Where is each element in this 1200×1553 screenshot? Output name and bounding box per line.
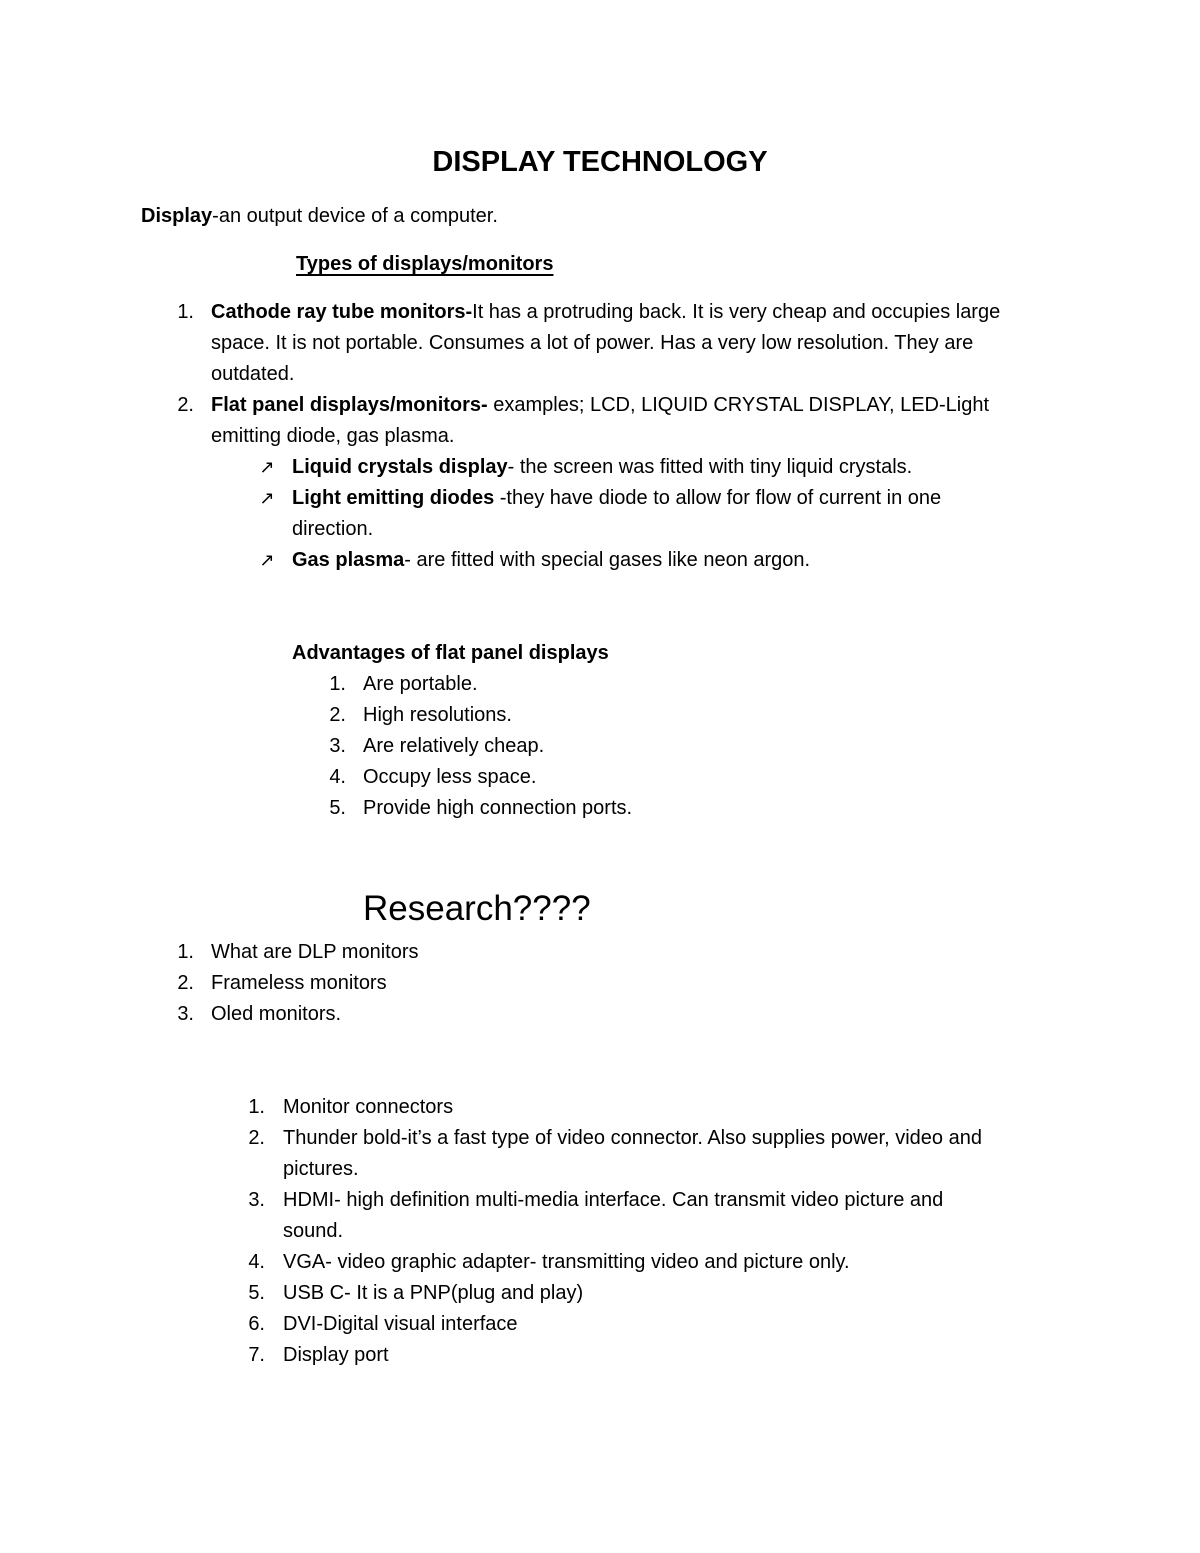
advantage-text: Provide high connection ports. <box>363 797 633 819</box>
list-number: 4. <box>248 1251 265 1273</box>
connector-text: Monitor connectors <box>283 1096 454 1118</box>
research-heading: Research???? <box>363 889 591 928</box>
advantage-text: Are relatively cheap. <box>363 735 545 757</box>
list-number: 1. <box>177 941 194 963</box>
type-item-line <box>211 394 989 417</box>
type-item-line <box>211 301 1000 324</box>
definition-text: -an output device of a computer. <box>212 205 498 227</box>
connector-item <box>237 1313 265 1336</box>
definition-line <box>141 205 498 228</box>
type-item-line: space. It is not portable. Consumes a lot of power. Has a very low resolution. They are <box>211 332 974 354</box>
connector-text: Display port <box>283 1344 389 1366</box>
bullet-text: - the screen was fitted with tiny liquid crystals. <box>507 456 913 478</box>
list-number: 1. <box>248 1096 265 1118</box>
type-term: Flat panel displays/monitors- <box>211 394 488 416</box>
advantage-item <box>318 766 346 789</box>
type-list-item <box>166 394 194 417</box>
list-number: 2. <box>177 972 194 994</box>
type-term: Cathode ray tube monitors- <box>211 301 473 323</box>
research-item <box>166 941 194 964</box>
list-number: 5. <box>248 1282 265 1304</box>
list-number: 3. <box>248 1189 265 1211</box>
connector-text: USB C- It is a PNP(plug and play) <box>283 1282 584 1304</box>
bullet-term: Gas plasma <box>292 549 405 571</box>
bullet-item <box>256 487 278 510</box>
connector-text: pictures. <box>283 1158 359 1180</box>
connector-text: VGA- video graphic adapter- transmitting video and picture only. <box>283 1251 850 1273</box>
bullet-text: -they have diode to allow for flow of current in one <box>494 487 942 509</box>
list-number: 4. <box>329 766 346 788</box>
list-number: 3. <box>177 1003 194 1025</box>
connector-text: sound. <box>283 1220 344 1242</box>
bullet-line: direction. <box>292 518 374 540</box>
advantage-item <box>318 797 346 820</box>
north-east-arrow-icon: ↗ <box>259 488 275 508</box>
bullet-line <box>292 456 912 479</box>
research-item <box>166 1003 194 1026</box>
connector-item <box>237 1189 265 1212</box>
bullet-item <box>256 549 278 572</box>
type-item-line: emitting diode, gas plasma. <box>211 425 455 447</box>
list-number: 7. <box>248 1344 265 1366</box>
connector-text: HDMI- high definition multi-media interface. Can transmit video picture and <box>283 1189 944 1211</box>
advantage-item <box>318 673 346 696</box>
north-east-arrow-icon: ↗ <box>259 457 275 477</box>
connector-text: DVI-Digital visual interface <box>283 1313 518 1335</box>
research-text: Frameless monitors <box>211 972 387 994</box>
research-item <box>166 972 194 995</box>
type-list-item <box>166 301 194 324</box>
connector-text: Thunder bold-it’s a fast type of video connector. Also supplies power, video and <box>283 1127 982 1149</box>
connector-item <box>237 1127 265 1150</box>
list-number: 2. <box>248 1127 265 1149</box>
page-title: DISPLAY TECHNOLOGY <box>432 146 768 178</box>
list-number: 1. <box>177 301 194 323</box>
list-number: 2. <box>177 394 194 416</box>
advantage-text: Are portable. <box>363 673 478 695</box>
advantage-text: High resolutions. <box>363 704 512 726</box>
bullet-item <box>256 456 278 479</box>
bullet-line <box>292 549 810 572</box>
connector-item <box>237 1344 265 1367</box>
north-east-arrow-icon: ↗ <box>259 550 275 570</box>
advantage-item <box>318 735 346 758</box>
definition-term: Display <box>141 205 213 227</box>
bullet-term: Light emitting diodes <box>292 487 495 509</box>
connector-item <box>237 1282 265 1305</box>
type-text: examples; LCD, LIQUID CRYSTAL DISPLAY, LED-Light <box>487 394 990 416</box>
bullet-text: - are fitted with special gases like neon argon. <box>404 549 811 571</box>
advantage-text: Occupy less space. <box>363 766 537 788</box>
list-number: 2. <box>329 704 346 726</box>
types-heading: Types of displays/monitors <box>296 253 554 275</box>
list-number: 6. <box>248 1313 265 1335</box>
research-text: Oled monitors. <box>211 1003 342 1025</box>
list-number: 3. <box>329 735 346 757</box>
advantages-heading: Advantages of flat panel displays <box>292 642 609 664</box>
research-text: What are DLP monitors <box>211 941 419 963</box>
type-text: It has a protruding back. It is very cheap and occupies large <box>472 301 1001 323</box>
bullet-term: Liquid crystals display <box>292 456 508 478</box>
list-number: 5. <box>329 797 346 819</box>
connector-item <box>237 1251 265 1274</box>
type-item-line: outdated. <box>211 363 295 385</box>
advantage-item <box>318 704 346 727</box>
list-number: 1. <box>329 673 346 695</box>
connector-item <box>237 1096 265 1119</box>
bullet-line <box>292 487 941 510</box>
